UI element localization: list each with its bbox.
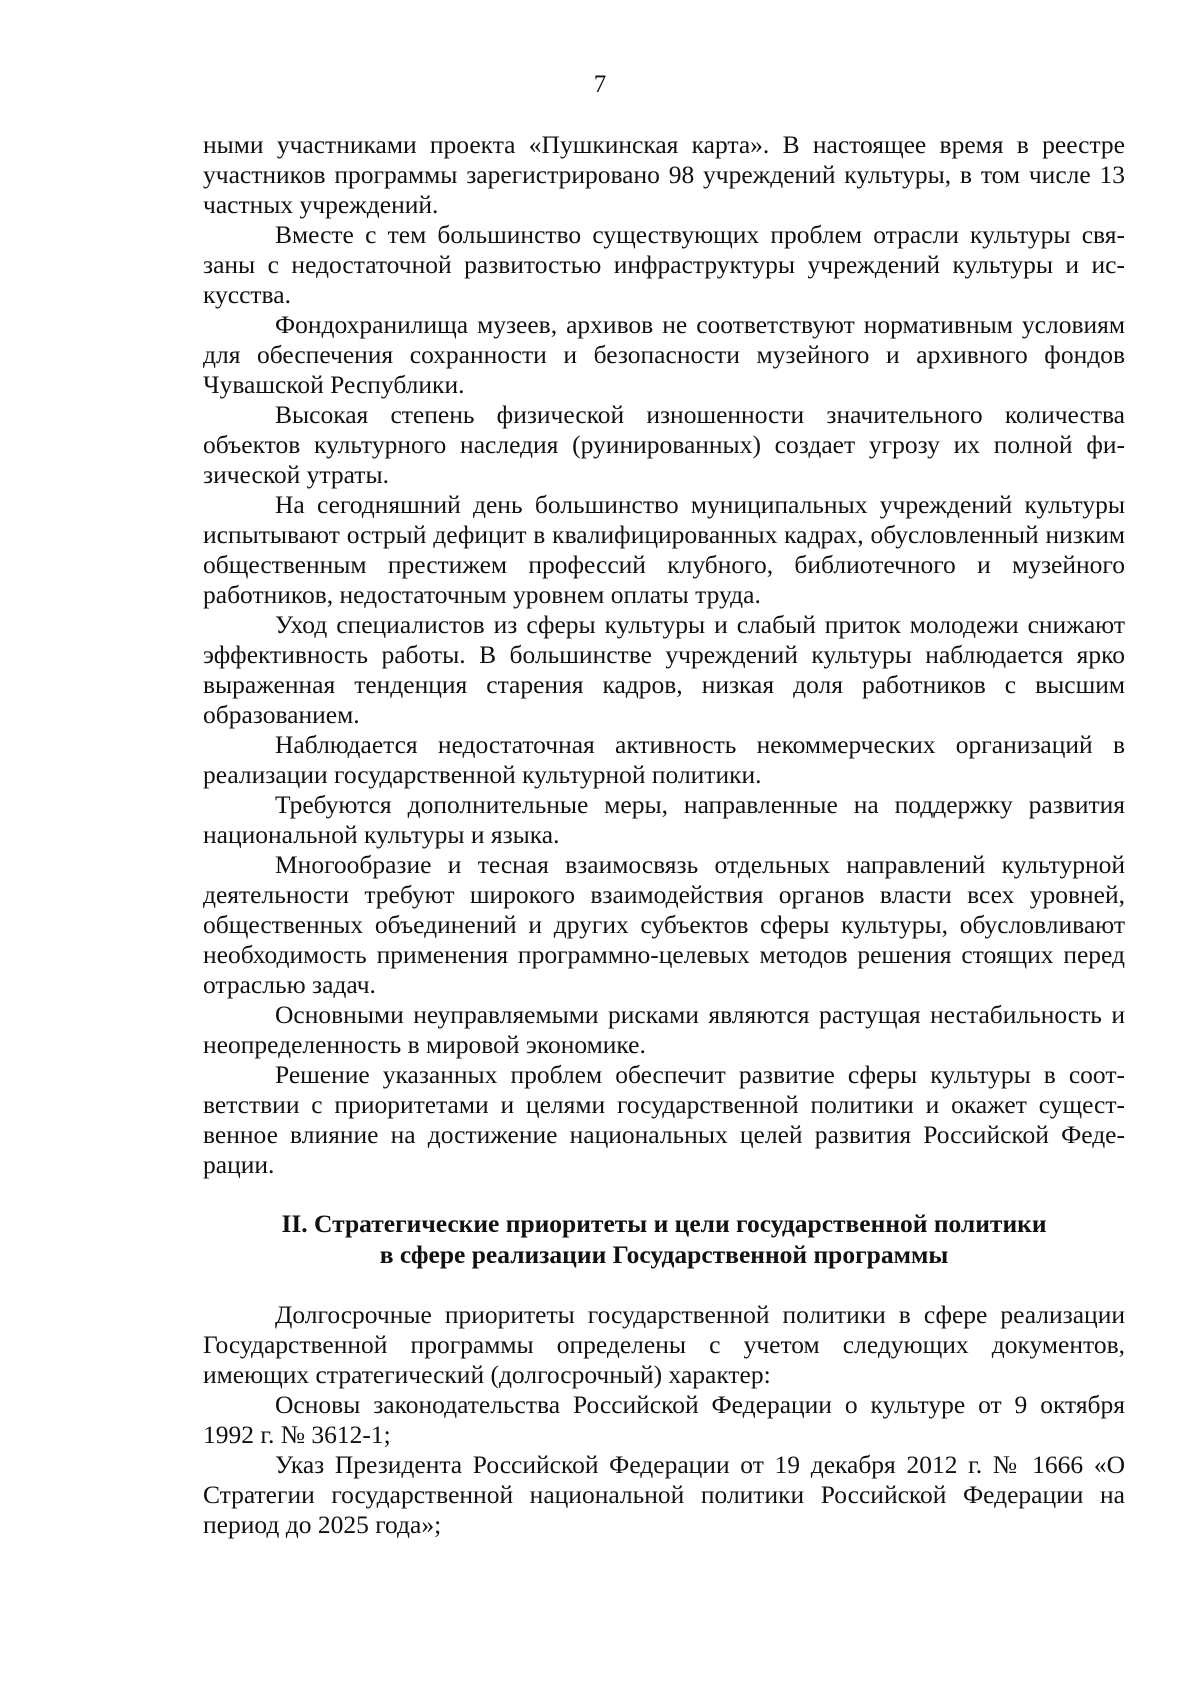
paragraph: Решение указанных проблем обеспечит развитие сферы культуры в соответствии с приоритетами и целями государственной политики и окажет существенное влияние на достижение национальных целей развития Российской Федерации.	[203, 1060, 1125, 1179]
page-number: 7	[593, 71, 607, 98]
paragraph: Наблюдается недостаточная активность некоммерческих организаций в реализации государственной культурной политики.	[203, 730, 1125, 789]
paragraph: ными участниками проекта «Пушкинская карта». В настоящее время в реестре участников программы зарегистрировано 98 учреждений культуры, в том числе 13 частных учреждений.	[203, 130, 1125, 219]
section-heading	[203, 1208, 1125, 1270]
paragraph: Долгосрочные приоритеты государственной политики в сфере реализации Государственной программы определены с учетом следующих документов, имеющих стратегический (долгосрочный) характер:	[203, 1300, 1125, 1389]
paragraph: На сегодняшний день большинство муниципальных учреждений культуры испытывают острый дефицит в квалифицированных кадрах, обусловленный низким общественным престижем профессий клубного, библиотечного и музейного работников, недостаточным уровнем оплаты труда.	[203, 490, 1125, 609]
paragraph: Фондохранилища музеев, архивов не соответствуют нормативным условиям для обеспечения сохранности и безопасности музейного и архивного фондов Чувашской Республики.	[203, 310, 1125, 399]
paragraph: Требуются дополнительные меры, направленные на поддержку развития национальной культуры и языка.	[203, 790, 1125, 849]
paragraph: Основными неуправляемыми рисками являются растущая нестабильность и неопределенность в мировой экономике.	[203, 1000, 1125, 1059]
paragraph: Вместе с тем большинство существующих проблем отрасли культуры связаны с недостаточной развитостью инфраструктуры учреждений культуры и искусства.	[203, 220, 1125, 309]
paragraph: Указ Президента Российской Федерации от 19 декабря 2012 г. № 1666 «О Стратегии государственной национальной политики Российской Федерации на период до 2025 года»;	[203, 1450, 1125, 1539]
section-heading-line-1: II. Стратегические приоритеты и цели государственной политики	[281, 1209, 1047, 1238]
section-heading-line-2: в сфере реализации Государственной программы	[379, 1240, 949, 1269]
paragraph: Уход специалистов из сферы культуры и слабый приток молодежи снижают эффективность работы. В большинстве учреждений культуры наблюдается ярко выраженная тенденция старения кадров, низкая доля работников с высшим образованием.	[203, 610, 1125, 729]
document-body	[203, 130, 1125, 1540]
paragraph: Основы законодательства Российской Федерации о культуре от 9 октября 1992 г. № 3612-1;	[203, 1390, 1125, 1449]
paragraph: Многообразие и тесная взаимосвязь отдельных направлений культурной деятельности требуют широкого взаимодействия органов власти всех уровней, общественных объединений и других субъектов сферы культуры, обусловливают необходимость применения программно-целевых методов решения стоящих перед отраслью задач.	[203, 850, 1125, 999]
paragraph: Высокая степень физической изношенности значительного количества объектов культурного наследия (руинированных) создает угрозу их полной физической утраты.	[203, 400, 1125, 489]
